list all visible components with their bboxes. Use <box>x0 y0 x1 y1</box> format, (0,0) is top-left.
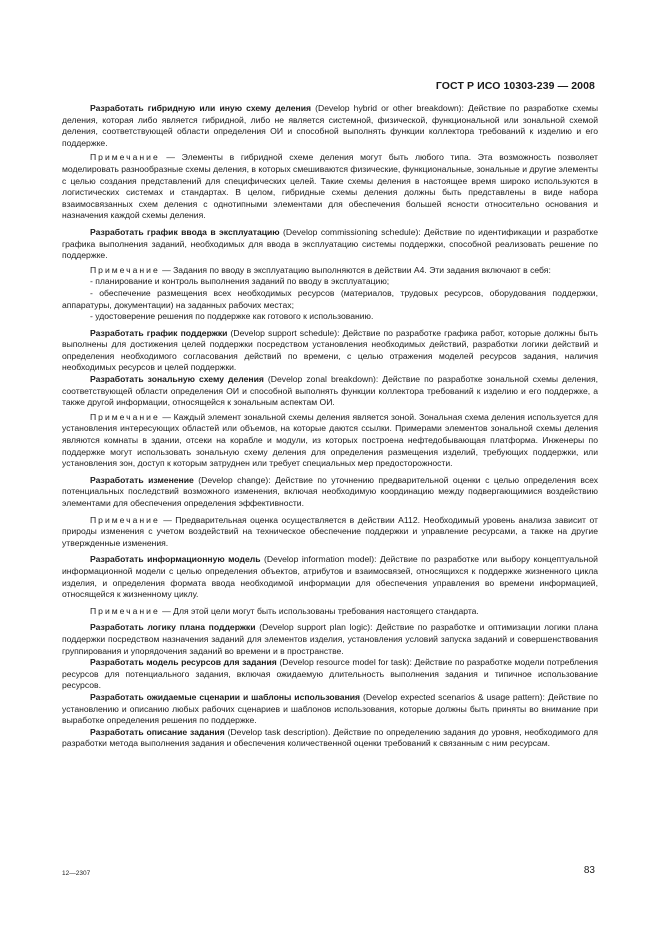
note-zonal <box>62 412 598 470</box>
paragraph-resource-model <box>62 657 598 692</box>
paragraph-text: (Develop support schedule): Действие по разработке графика работ, которые должны быть выполнены для достижения целей поддержки посредством установления необходимых действий, разработки логики действий и определения необходимого согласования действий по времени, с целью отражения моделей ресурсов задания, наличия необходимых ресурсов и целей поддержки. <box>62 327 598 373</box>
note-text: — Каждый элемент зональной схемы деления является зоной. Зональная схема деления используется для установления интересующих областей или объемов, на которые даются ссылки. Примерами элементов зональной схемы деления являются комнаты в здании, отсеки на корабле и модули, из которых построена нефтедобывающая платформа. Инженеры по поддержке могут использовать зональную схему деления для определения размещения изделий, требующих поддержки, или установления зон, доступ к которым затруднен или требует специальных мер предосторожности. <box>62 411 598 469</box>
list-item: - обеспечение размещения всех необходимых ресурсов (материалов, трудовых ресурсов, оборудования поддержки, аппаратуры, документации) на заданных рабочих местах; <box>62 287 598 310</box>
paragraph-information-model <box>62 554 598 600</box>
term: Разработать зональную схему деления <box>90 374 264 385</box>
paragraph-text: (Develop change): Действие по уточнению предварительной оценки с целью определения всех потенциальных последствий возможного изменения, включая необходимую координацию между подвергающимися воздействию элементами для обеспечения определения эффективности. <box>62 474 599 508</box>
paragraph-change <box>62 475 598 510</box>
paragraph-text: (Develop information model): Действие по разработке или выбору концептуальной информационной модели с целью определения объектов, атрибутов и взаимосвязей, относящихся к поддержке жизненного цикла изделия, и определения формата ввода необходимой информации для обеспечения управления во времени информацией, относящейся к жизненному циклу. <box>62 554 598 600</box>
paragraph-text: (Develop commissioning schedule): Действие по идентификации и разработке графика выполнения заданий, необходимых для ввода в эксплуатацию системы поддержки, способной реализовать решение по поддержке. <box>62 226 598 261</box>
note-label: Примечание <box>90 411 160 422</box>
paragraph-text: (Develop resource model for task): Действие по разработке модели потребления ресурсов для потенциального задания, включая ожидаемую длительность выполнения задания и типичное использование ресурсов. <box>62 657 598 691</box>
note-label: Примечание <box>90 605 160 616</box>
paragraph-support-schedule <box>62 328 598 374</box>
note-label: Примечание <box>90 514 160 525</box>
note-text: — Задания по вводу в эксплуатацию выполняются в действии А4. Эти задания включают в себя: <box>159 264 551 275</box>
document-body <box>62 103 598 750</box>
note-label: Примечание <box>90 264 160 275</box>
note-text: — Элементы в гибридной схеме деления могут быть любого типа. Эта возможность позволяет моделировать разнообразные схемы деления, в которых смешиваются физические, функциональные, зональные и другие элементы с целью создания представлений для специфических целей. Такие схемы деления в настоящее время широко используются в логистических системах и стандартах. В целом, гибридные схемы деления должны быть представлены в виде набора взаимосвязанных схем деления с однотипными элементами для обеспечения большей ясности относительно основания и назначения каждой схемы деления. <box>62 152 599 221</box>
term: Разработать модель ресурсов для задания <box>90 657 277 668</box>
term: Разработать изменение <box>90 474 194 485</box>
term: Разработать информационную модель <box>90 554 261 565</box>
paragraph-scenarios <box>62 692 598 727</box>
paragraph-text: (Develop zonal breakdown): Действие по разработке зональной схемы деления, соответствующей области определения ОИ и способной выполнять функции коллектора требований к изделию и его поддержке, а также другой информации, относящейся к зональным аспектам ОИ. <box>62 374 598 408</box>
note-text: — Для этой цели могут быть использованы требования настоящего стандарта. <box>159 605 479 616</box>
page-number: 83 <box>583 865 595 876</box>
note-information-model <box>62 606 598 618</box>
paragraph-commissioning-schedule <box>62 227 598 262</box>
term: Разработать описание задания <box>90 726 225 737</box>
paragraph-text: (Develop hybrid or other breakdown): Действие по разработке схемы деления, которая либо является гибридной, либо не является системной, физической, функциональной или зональной схемой деления, соответствующей области определения ОИ и способной выполнять функции коллектора требований к изделию и его поддержке. <box>62 103 598 148</box>
note-text: — Предварительная оценка осуществляется в действии А112. Необходимый уровень анализа зависит от природы изменения с учетом воздействий на техническое обеспечение поддержки и управление ресурсами, а также на другие утвержденные изменения. <box>62 514 598 548</box>
note-label: Примечание <box>90 152 160 163</box>
document-header: ГОСТ Р ИСО 10303-239 — 2008 <box>435 80 595 92</box>
paragraph-hybrid-breakdown <box>62 103 598 149</box>
term: Разработать ожидаемые сценарии и шаблоны использования <box>90 691 361 702</box>
paragraph-text: (Develop task description). Действие по определению задания до уровня, необходимого для разработки метода выполнения задания и обеспечения количественной оценки требований к связанным с ним ресурсам. <box>62 726 598 749</box>
term: Разработать логику плана поддержки <box>90 622 256 633</box>
list-item: - планирование и контроль выполнения заданий по вводу в эксплуатацию; <box>90 276 390 287</box>
paragraph-task-description <box>62 727 598 750</box>
term: Разработать график поддержки <box>90 327 228 338</box>
note-hybrid-breakdown <box>62 152 598 222</box>
paragraph-text: (Develop support plan logic): Действие по разработке и оптимизации логики плана поддержки посредством назначения заданий для элементов изделия, установления условий запуска заданий и совершенствования группирования и упорядочения заданий во времени и в пространстве. <box>62 622 599 656</box>
term: Разработать гибридную или иную схему деления <box>90 103 312 113</box>
term: Разработать график ввода в эксплуатацию <box>90 226 280 237</box>
paragraph-zonal-breakdown <box>62 374 598 409</box>
paragraph-support-plan-logic <box>62 622 598 657</box>
paragraph-text: (Develop expected scenarios & usage pattern): Действие по установлению и описанию любых рабочих сценариев и шаблонов использования, которые должны быть приняты во внимание при выработке определения решения по поддержке. <box>62 691 598 726</box>
list-item: - удостоверение решения по поддержке как готового к использованию. <box>90 311 374 322</box>
note-change <box>62 515 598 550</box>
footer-code: 12—2307 <box>62 870 91 877</box>
note-commissioning <box>62 265 598 277</box>
